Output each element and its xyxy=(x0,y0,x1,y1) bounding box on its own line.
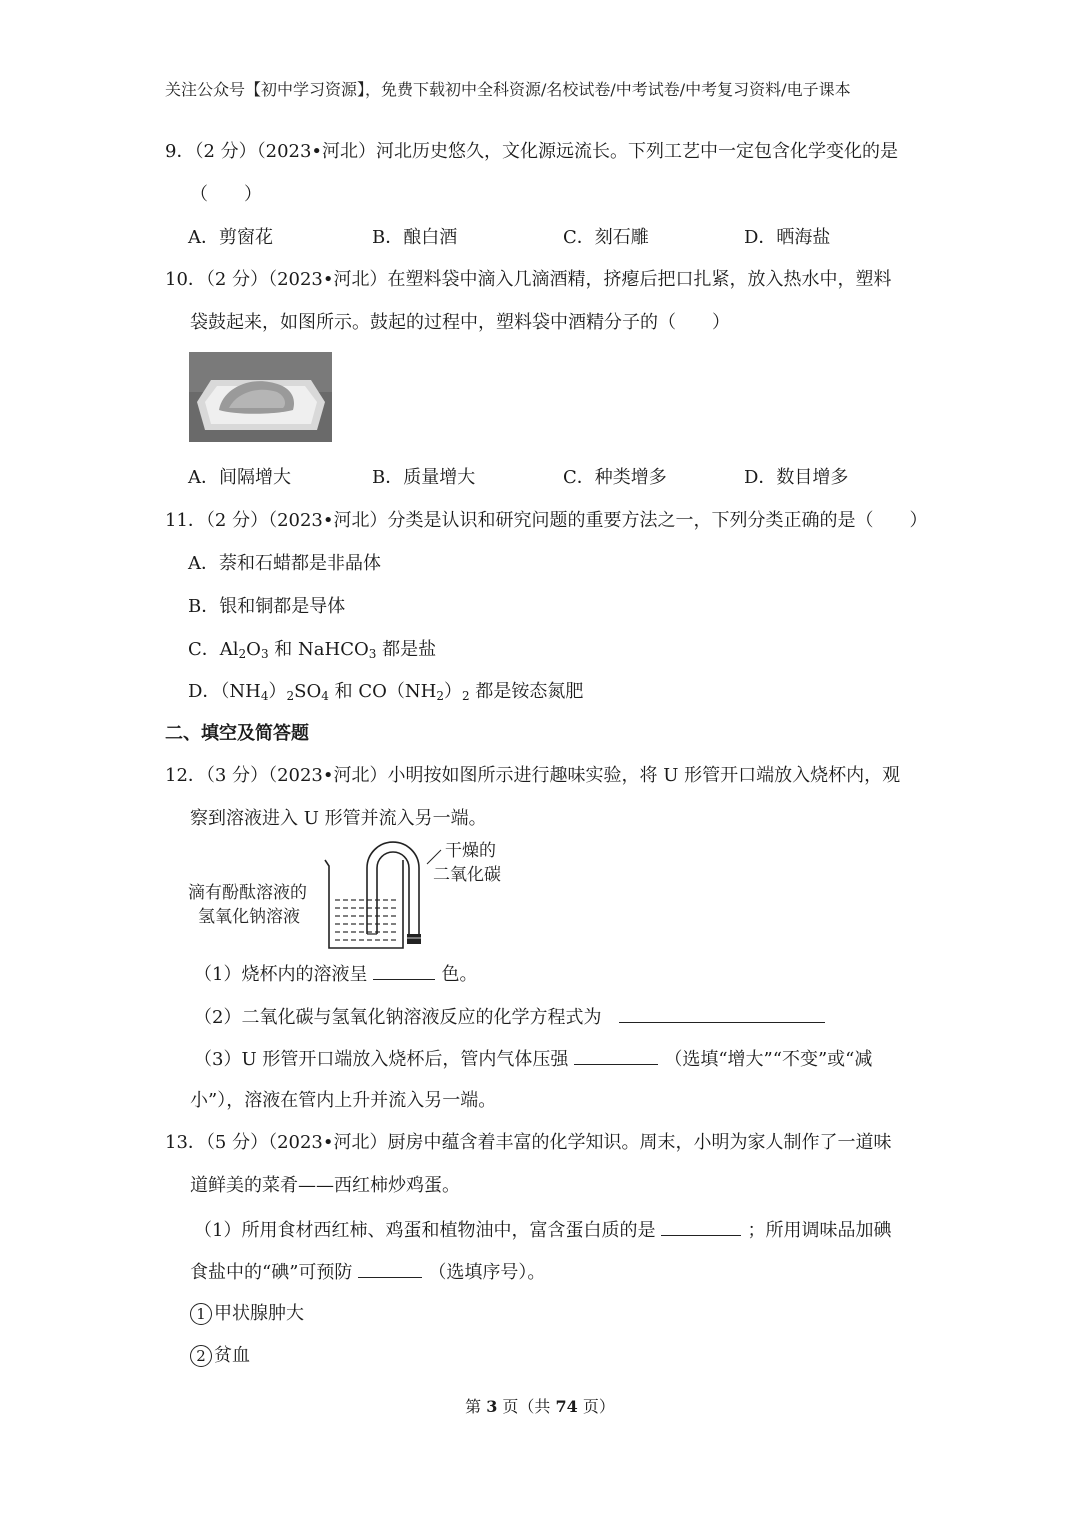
q10-option-c: C．种类增多 xyxy=(563,467,667,488)
q12-sub3: （3）U 形管开口端放入烧杯后，管内气体压强 （选填“增大”“不变”或“减 xyxy=(194,1046,872,1072)
answer-blank[interactable] xyxy=(373,961,435,980)
diagram-label-solution-2: 氢氧化钠溶液 xyxy=(198,907,300,927)
q9-option-a: A．剪窗花 xyxy=(188,227,273,248)
q9-option-c: C．刻石雕 xyxy=(563,227,649,248)
q13-stem: 13．（5 分）（2023•河北）厨房中蕴含着丰富的化学知识。周末，小明为家人制作了一道味 xyxy=(165,1132,892,1153)
answer-blank[interactable] xyxy=(619,1004,825,1023)
answer-blank[interactable] xyxy=(358,1259,422,1278)
page-header: 关注公众号【初中学习资源】，免费下载初中全科资源/名校试卷/中考试卷/中考复习资料/电子课本 xyxy=(165,80,851,99)
diagram-label-solution-1: 滴有酚酞溶液的 xyxy=(188,883,307,903)
q10-stem: 10．（2 分）（2023•河北）在塑料袋中滴入几滴酒精，挤瘪后把口扎紧，放入热水中，塑料 xyxy=(165,269,892,290)
plastic-bag-photo xyxy=(189,352,332,442)
q11-option-d: D．$(NH_4)_2SO_4$ 和 $CO(NH_2)_2$ 都是铵态氮肥 xyxy=(188,681,584,703)
diagram-label-gas-2: 二氧化碳 xyxy=(433,865,501,885)
q12-sub1: （1）烧杯内的溶液呈 色。 xyxy=(194,961,477,987)
q9-stem: 9．（2 分）（2023•河北）河北历史悠久，文化源远流长。下列工艺中一定包含化学变化的是 xyxy=(165,141,899,162)
q11-option-c: C．$Al_2O_3$ 和 NaHCO$_3$ 都是盐 xyxy=(188,639,437,661)
q11-stem: 11．（2 分）（2023•河北）分类是认识和研究问题的重要方法之一，下列分类正确的是（ ） xyxy=(165,510,928,531)
page-footer: 第 3 页（共 74 页） xyxy=(465,1397,615,1416)
diagram-label-gas-1: 干燥的 xyxy=(445,841,496,861)
q13-choice-1: 1 甲状腺肿大 xyxy=(190,1302,304,1326)
answer-blank[interactable] xyxy=(661,1217,741,1236)
u-tube-diagram xyxy=(185,838,525,950)
q10-option-b: B．质量增大 xyxy=(372,467,476,488)
q11-option-a: A．萘和石蜡都是非晶体 xyxy=(188,553,381,574)
q12-sub3-cont: 小”），溶液在管内上升并流入另一端。 xyxy=(190,1090,497,1111)
q10-stem-cont: 袋鼓起来，如图所示。鼓起的过程中，塑料袋中酒精分子的（ ） xyxy=(190,312,730,333)
q12-stem-cont: 察到溶液进入 U 形管并流入另一端。 xyxy=(190,808,487,829)
q9-option-d: D．晒海盐 xyxy=(744,227,831,248)
q10-option-d: D．数目增多 xyxy=(744,467,849,488)
q13-stem-cont: 道鲜美的菜肴——西红柿炒鸡蛋。 xyxy=(190,1175,460,1196)
q9-option-b: B．酿白酒 xyxy=(372,227,458,248)
q12-sub2: （2）二氧化碳与氢氧化钠溶液反应的化学方程式为 xyxy=(194,1004,831,1030)
section-heading: 二、填空及简答题 xyxy=(165,723,309,744)
q10-option-a: A．间隔增大 xyxy=(188,467,291,488)
q11-option-b: B．银和铜都是导体 xyxy=(188,596,346,617)
q13-sub1-cont: 食盐中的“碘”可预防 （选填序号）。 xyxy=(190,1259,545,1285)
answer-blank[interactable] xyxy=(574,1046,658,1065)
q9-paren: （ ） xyxy=(190,184,262,205)
q12-stem: 12．（3 分）（2023•河北）小明按如图所示进行趣味实验，将 U 形管开口端放入烧杯内，观 xyxy=(165,765,901,786)
q13-choice-2: 2 贫血 xyxy=(190,1344,250,1368)
q13-sub1: （1）所用食材西红柿、鸡蛋和植物油中，富含蛋白质的是 ；所用调味品加碘 xyxy=(194,1217,891,1243)
